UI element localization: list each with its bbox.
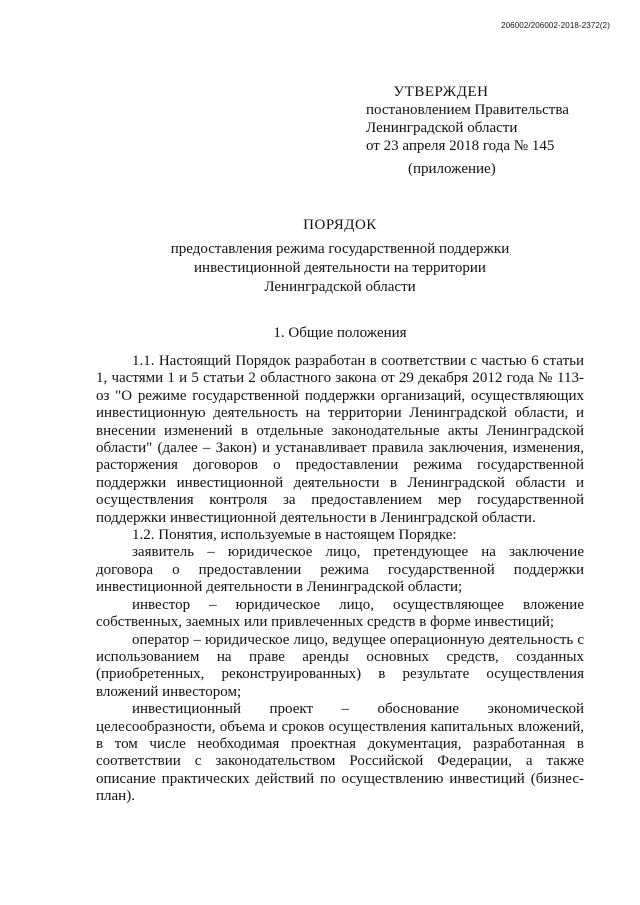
body-text: [96, 353, 584, 806]
title-line-1: предоставления режима государственной поддержки: [170, 241, 510, 257]
document-id: 206002/206002-2018-2372(2): [501, 21, 610, 30]
section-title: 1. Общие положения: [273, 325, 407, 341]
definition-applicant: заявитель – юридическое лицо, претендующее на заключение договора о предоставлении режима государственной поддержки инвестиционной деятельности в Ленинградской области;: [96, 544, 584, 596]
title-line-2: инвестиционной деятельности на территории: [194, 260, 486, 276]
title-heading: ПОРЯДОК: [303, 217, 377, 233]
paragraph-1-2: 1.2. Понятия, используемые в настоящем Порядке:: [132, 527, 457, 544]
title-line-3: Ленинградской области: [264, 279, 416, 295]
definition-investment-project: инвестиционный проект – обоснование экономической целесообразности, объема и сроков осуществления капитальных вложений, в том числе необходимая проектная документация, разработанная в соответствии с законодательством Российской Федерации, а также описание практических действий по осуществлению инвестиций (бизнес-план).: [96, 701, 584, 805]
paragraph-1-1: 1.1. Настоящий Порядок разработан в соответствии с частью 6 статьи 1, частями 1 и 5 статьи 2 областного закона от 29 декабря 2012 года № 113-оз "О режиме государственной поддержки организаций, осуществляющих инвестиционную деятельность на территории Ленинградской области, и внесении изменений в отдельные законодательные акты Ленинградской области" (далее – Закон) и устанавливает правила заключения, изменения, расторжения договоров о предоставлении режима государственной поддержки инвестиционной деятельности в Ленинградской области и осуществления контроля за предоставлением мер государственной поддержки инвестиционной деятельности в Ленинградской области.: [96, 353, 584, 526]
approval-block: [366, 83, 616, 178]
approval-appendix: (приложение): [408, 161, 496, 177]
approval-line-1: постановлением Правительства: [366, 102, 569, 118]
definition-operator: оператор – юридическое лицо, ведущее операционную деятельность с использованием на праве аренды основных средств, созданных (приобретенных, реконструированных) в результате осуществления вложений инвестором;: [96, 631, 584, 700]
approval-stamp-title: УТВЕРЖДЕН: [393, 84, 489, 100]
approval-line-2: Ленинградской области: [366, 120, 518, 136]
document-title: [96, 216, 584, 297]
approval-line-3: от 23 апреля 2018 года № 145: [366, 138, 555, 154]
definition-investor: инвестор – юридическое лицо, осуществляющее вложение собственных, заемных или привлеченных средств в форме инвестиций;: [96, 596, 584, 631]
